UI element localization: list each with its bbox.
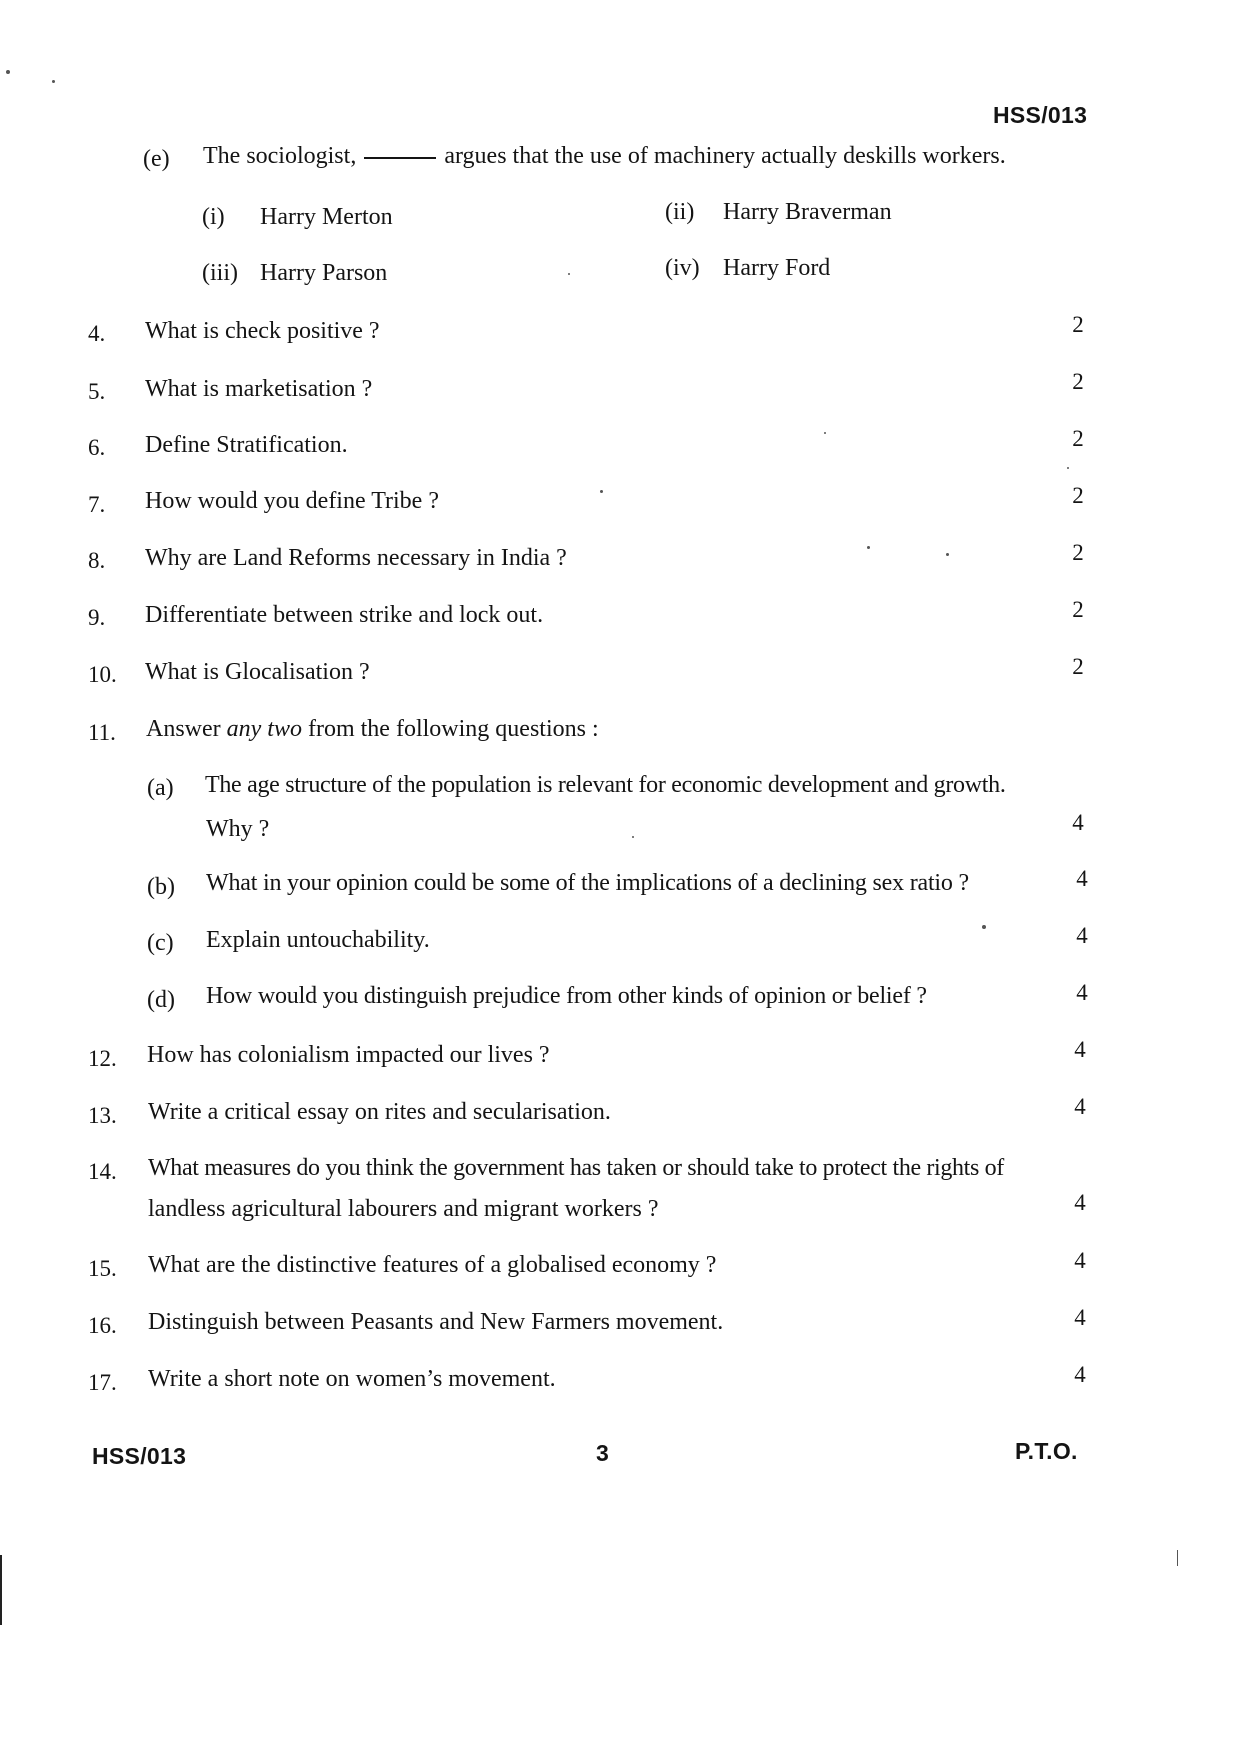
sub-question-label: (b) bbox=[147, 874, 175, 900]
question-marks: 4 bbox=[1074, 1248, 1086, 1273]
question-marks: 4 bbox=[1076, 923, 1088, 948]
question-3e-text-before: The sociologist, bbox=[203, 143, 357, 169]
question-text-cont: landless agricultural labourers and migrant workers ? bbox=[148, 1196, 659, 1222]
page-number: 3 bbox=[596, 1440, 610, 1466]
question-11-instruction bbox=[146, 716, 599, 743]
scan-speck bbox=[600, 490, 603, 493]
scan-speck bbox=[946, 553, 949, 556]
question-marks: 2 bbox=[1072, 483, 1084, 508]
question-marks: 4 bbox=[1072, 810, 1084, 835]
question-number: 7. bbox=[88, 492, 106, 517]
question-marks: 4 bbox=[1076, 866, 1088, 891]
question-number: 13. bbox=[88, 1103, 117, 1128]
question-3e-text-after: argues that the use of machinery actually deskills workers. bbox=[444, 143, 1006, 169]
sub-question-text: What in your opinion could be some of the implications of a declining sex ratio ? bbox=[206, 870, 969, 896]
question-marks: 2 bbox=[1072, 654, 1084, 679]
question-3e-text bbox=[203, 143, 1006, 170]
option-label-ii: (ii) bbox=[665, 199, 695, 225]
question-text: Write a short note on women’s movement. bbox=[148, 1366, 556, 1392]
question-marks: 4 bbox=[1074, 1362, 1086, 1387]
option-label-i: (i) bbox=[202, 204, 225, 230]
question-text: What measures do you think the government has taken or should take to protect the rights of bbox=[148, 1155, 1004, 1181]
sub-question-text: How would you distinguish prejudice from other kinds of opinion or belief ? bbox=[206, 983, 927, 1009]
question-number: 6. bbox=[88, 435, 106, 460]
question-text: What is check positive ? bbox=[145, 318, 380, 344]
question-text: Write a critical essay on rites and secularisation. bbox=[148, 1099, 611, 1125]
question-text: How would you define Tribe ? bbox=[145, 488, 439, 514]
question-marks: 2 bbox=[1072, 426, 1084, 451]
question-3e-label: (e) bbox=[143, 146, 170, 172]
scan-edge-line bbox=[0, 1555, 2, 1625]
question-number: 16. bbox=[88, 1313, 117, 1338]
option-text-i: Harry Merton bbox=[260, 204, 393, 230]
option-text-iii: Harry Parson bbox=[260, 260, 388, 286]
question-marks: 4 bbox=[1074, 1094, 1086, 1119]
fill-in-blank bbox=[364, 157, 436, 159]
question-text: What is Glocalisation ? bbox=[145, 659, 370, 685]
scan-speck bbox=[867, 546, 870, 549]
instruction-text-before: Answer bbox=[146, 716, 221, 742]
question-marks: 4 bbox=[1074, 1190, 1086, 1215]
scan-speck bbox=[1067, 467, 1069, 469]
question-number: 14. bbox=[88, 1159, 117, 1184]
question-number: 5. bbox=[88, 379, 106, 404]
option-label-iv: (iv) bbox=[665, 255, 700, 281]
question-text: How has colonialism impacted our lives ? bbox=[147, 1042, 550, 1068]
sub-question-text: Explain untouchability. bbox=[206, 927, 430, 953]
question-marks: 4 bbox=[1076, 980, 1088, 1005]
question-number: 4. bbox=[88, 321, 106, 346]
question-marks: 2 bbox=[1072, 540, 1084, 565]
question-marks: 4 bbox=[1074, 1037, 1086, 1062]
question-text: What are the distinctive features of a globalised economy ? bbox=[148, 1252, 717, 1278]
scan-speck bbox=[52, 80, 55, 83]
question-marks: 2 bbox=[1072, 312, 1084, 337]
question-number: 11. bbox=[88, 720, 116, 745]
scan-speck bbox=[568, 273, 570, 275]
option-label-iii: (iii) bbox=[202, 260, 238, 286]
sub-question-text: The age structure of the population is relevant for economic development and growth. bbox=[205, 772, 1006, 798]
question-text: Differentiate between strike and lock out. bbox=[145, 602, 544, 628]
paper-code-top: HSS/013 bbox=[993, 102, 1088, 128]
sub-question-label: (d) bbox=[147, 987, 175, 1013]
sub-question-label: (c) bbox=[147, 930, 174, 956]
question-number: 8. bbox=[88, 548, 106, 573]
scan-speck bbox=[824, 432, 826, 434]
option-text-iv: Harry Ford bbox=[723, 255, 831, 281]
pto-marker: P.T.O. bbox=[1015, 1438, 1078, 1464]
question-text: What is marketisation ? bbox=[145, 376, 373, 402]
instruction-emphasis: any two bbox=[226, 716, 302, 742]
question-text: Why are Land Reforms necessary in India ? bbox=[145, 545, 567, 571]
question-number: 9. bbox=[88, 605, 106, 630]
question-text: Define Stratification. bbox=[145, 432, 348, 458]
instruction-text-after: from the following questions : bbox=[307, 716, 599, 742]
question-text: Distinguish between Peasants and New Farmers movement. bbox=[148, 1309, 724, 1335]
question-marks: 2 bbox=[1072, 369, 1084, 394]
question-number: 17. bbox=[88, 1370, 117, 1395]
paper-code-footer: HSS/013 bbox=[92, 1443, 187, 1469]
sub-question-label: (a) bbox=[147, 775, 174, 801]
scan-edge-line bbox=[1177, 1550, 1178, 1566]
scan-speck bbox=[982, 925, 986, 929]
scan-speck bbox=[632, 836, 634, 838]
question-marks: 4 bbox=[1074, 1305, 1086, 1330]
question-marks: 2 bbox=[1072, 597, 1084, 622]
question-number: 12. bbox=[88, 1046, 117, 1071]
question-number: 15. bbox=[88, 1256, 117, 1281]
option-text-ii: Harry Braverman bbox=[723, 199, 892, 225]
scan-speck bbox=[6, 70, 10, 74]
sub-question-text-cont: Why ? bbox=[206, 816, 270, 842]
question-number: 10. bbox=[88, 662, 117, 687]
